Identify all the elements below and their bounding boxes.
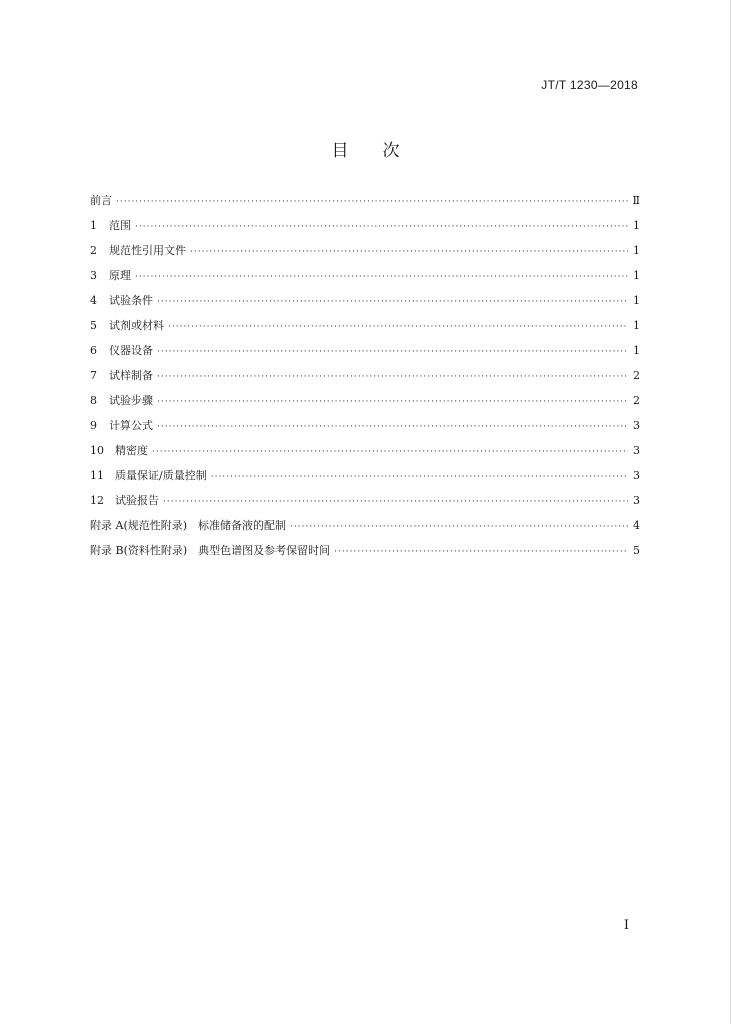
toc-entry[interactable] bbox=[90, 218, 640, 243]
toc-entry-number: 8 bbox=[90, 394, 97, 407]
toc-entry[interactable] bbox=[90, 418, 640, 443]
toc-entry-number: 1 bbox=[90, 219, 97, 232]
toc-entry-page-number: 1 bbox=[633, 294, 640, 307]
toc-entry-number: 12 bbox=[90, 494, 104, 507]
toc-entry[interactable] bbox=[90, 393, 640, 418]
page-number: Ⅰ bbox=[623, 918, 629, 933]
toc-entry-number: 2 bbox=[90, 244, 97, 257]
toc-entry-label: 计算公式 bbox=[109, 419, 153, 432]
toc-entry-number: 9 bbox=[90, 419, 97, 432]
toc-entry-label: 质量保证/质量控制 bbox=[115, 469, 207, 482]
toc-entry-page-number: 1 bbox=[633, 269, 640, 282]
toc-entry-number: 3 bbox=[90, 269, 97, 282]
toc-entry-label: 前言 bbox=[90, 194, 112, 207]
toc-entry-label: 附录 B(资料性附录) 典型色谱图及参考保留时间 bbox=[90, 544, 331, 557]
toc-entry-number: 6 bbox=[90, 344, 97, 357]
toc-entry-page-number: Ⅱ bbox=[632, 194, 640, 207]
toc-entry-label: 精密度 bbox=[115, 444, 148, 457]
toc-entry-number: 5 bbox=[90, 319, 97, 332]
toc-dot-leader bbox=[116, 194, 628, 210]
toc-entry[interactable] bbox=[90, 543, 640, 568]
toc-entry-number: 7 bbox=[90, 369, 97, 382]
toc-dot-leader bbox=[168, 319, 628, 335]
toc-entry[interactable] bbox=[90, 368, 640, 393]
toc-entry-page-number: 3 bbox=[633, 469, 640, 482]
toc-dot-leader bbox=[163, 494, 628, 510]
toc-dot-leader bbox=[152, 444, 628, 460]
toc-entry-number: 10 bbox=[90, 444, 104, 457]
toc-entry-label: 原理 bbox=[109, 269, 131, 282]
standard-code: JT/T 1230—2018 bbox=[541, 78, 638, 92]
toc-dot-leader bbox=[157, 369, 628, 385]
toc-entry-label: 试样制备 bbox=[109, 369, 153, 382]
toc-entry[interactable] bbox=[90, 343, 640, 368]
toc-entry-page-number: 3 bbox=[633, 494, 640, 507]
toc-dot-leader bbox=[211, 469, 628, 485]
toc-entry-page-number: 3 bbox=[633, 419, 640, 432]
toc-entry-label: 试验步骤 bbox=[109, 394, 153, 407]
toc-entry-number: 11 bbox=[90, 469, 104, 482]
toc-entry-label: 试剂或材料 bbox=[109, 319, 164, 332]
toc-entry-label: 仪器设备 bbox=[109, 344, 153, 357]
toc-entry-page-number: 1 bbox=[633, 244, 640, 257]
toc-entry[interactable] bbox=[90, 268, 640, 293]
toc-entry[interactable] bbox=[90, 518, 640, 543]
toc-entry-page-number: 3 bbox=[633, 444, 640, 457]
toc-entry-page-number: 1 bbox=[633, 344, 640, 357]
toc-entry-page-number: 1 bbox=[633, 319, 640, 332]
toc-entry[interactable] bbox=[90, 293, 640, 318]
toc-dot-leader bbox=[334, 544, 628, 560]
toc-entry-page-number: 4 bbox=[633, 519, 640, 532]
toc-entry[interactable] bbox=[90, 493, 640, 518]
toc-entry-label: 试验条件 bbox=[109, 294, 153, 307]
toc-entry[interactable] bbox=[90, 468, 640, 493]
toc-entry-label: 规范性引用文件 bbox=[109, 244, 186, 257]
toc-entry-page-number: 2 bbox=[633, 394, 640, 407]
toc-entry[interactable] bbox=[90, 193, 640, 218]
toc-dot-leader bbox=[135, 269, 628, 285]
toc-entry-label: 试验报告 bbox=[115, 494, 159, 507]
toc-dot-leader bbox=[157, 344, 628, 360]
toc-dot-leader bbox=[135, 219, 628, 235]
toc-entry[interactable] bbox=[90, 243, 640, 268]
toc-dot-leader bbox=[157, 394, 628, 410]
toc-entry-label: 范围 bbox=[109, 219, 131, 232]
toc-entry[interactable] bbox=[90, 318, 640, 343]
toc-dot-leader bbox=[157, 294, 628, 310]
toc-dot-leader bbox=[190, 244, 628, 260]
toc-dot-leader bbox=[290, 519, 628, 535]
toc-entry-label: 附录 A(规范性附录) 标准储备液的配制 bbox=[90, 519, 287, 532]
table-of-contents bbox=[90, 193, 640, 568]
toc-entry-number: 4 bbox=[90, 294, 97, 307]
toc-entry-page-number: 2 bbox=[633, 369, 640, 382]
toc-entry[interactable] bbox=[90, 443, 640, 468]
toc-entry-page-number: 1 bbox=[633, 219, 640, 232]
toc-entry-page-number: 5 bbox=[633, 544, 640, 557]
toc-dot-leader bbox=[157, 419, 628, 435]
page-title: 目次 bbox=[331, 141, 434, 161]
